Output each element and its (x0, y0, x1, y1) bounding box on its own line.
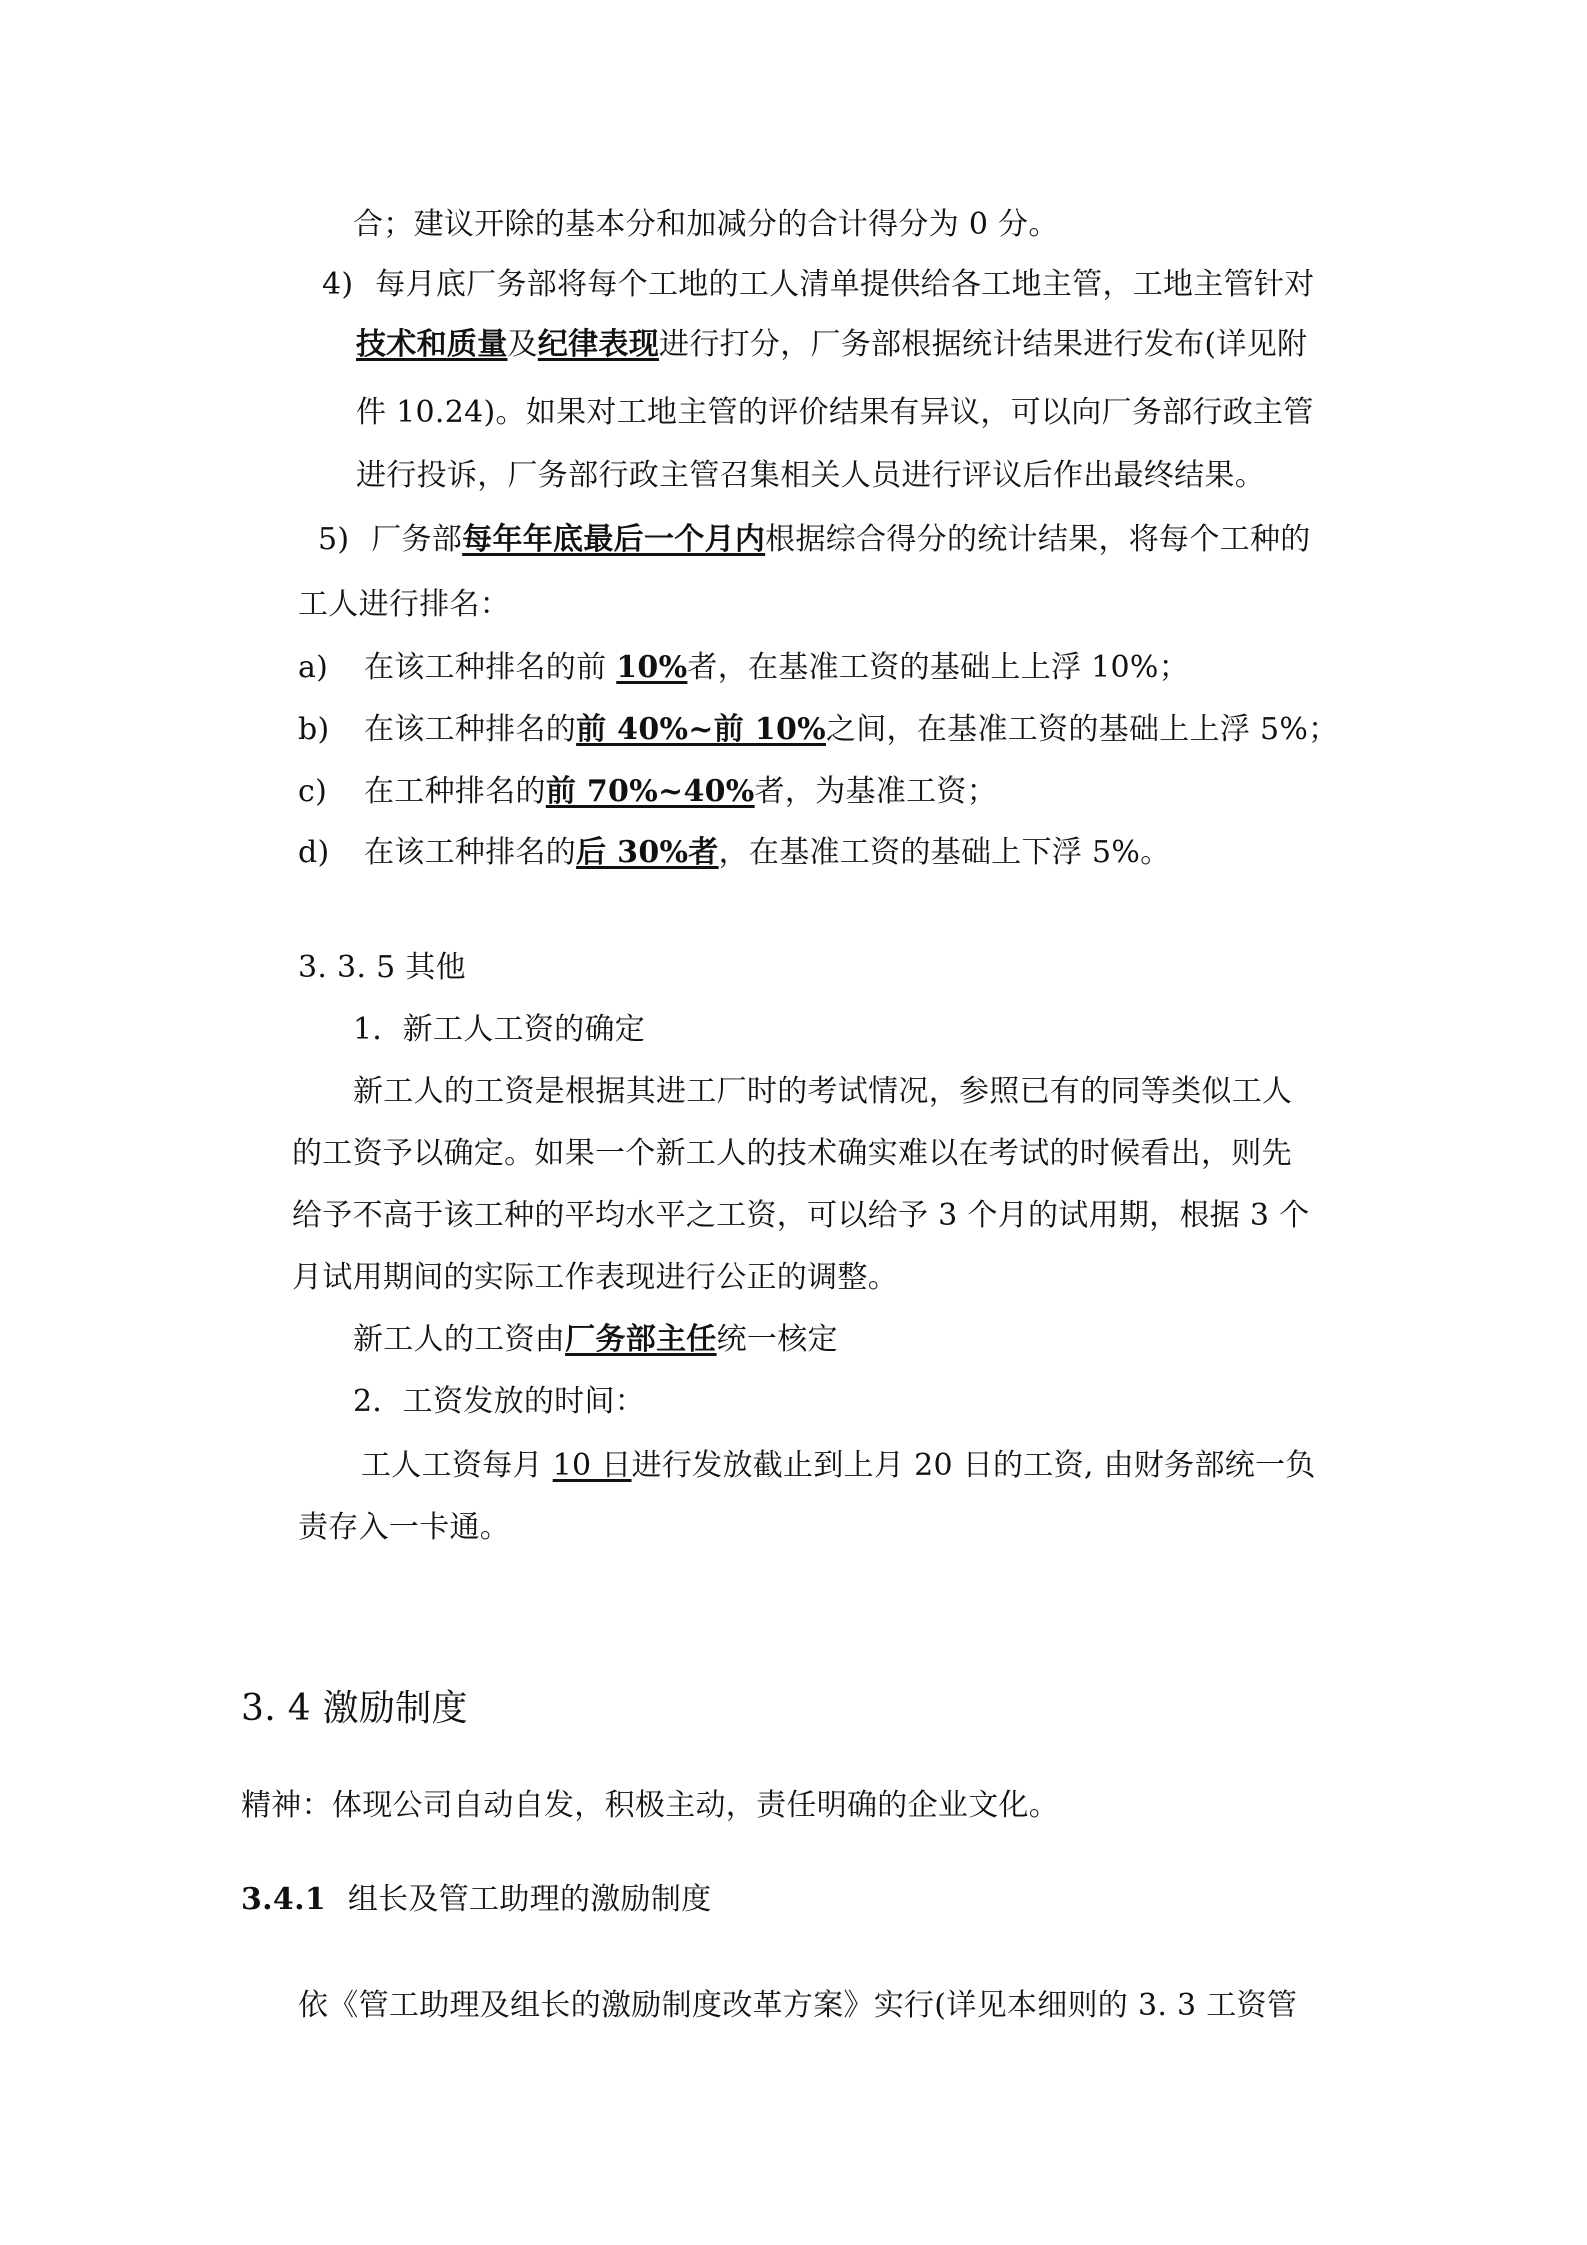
list-item-5 (318, 520, 1311, 560)
paragraph-line: 给予不高于该工种的平均水平之工资，可以给予 3 个月的试用期，根据 3 个 (292, 1198, 1310, 1233)
rank-item (298, 772, 997, 812)
rank-marker: c) (298, 774, 328, 809)
list-item-text: 每月底厂务部将每个工地的工人清单提供给各工地主管，工地主管针对 (375, 267, 1315, 302)
highlighted-range: 10% (616, 650, 688, 685)
section-heading (241, 1880, 711, 1920)
highlighted-range: 前 40%~前 10% (576, 712, 826, 747)
text-run: 新工人的工资由 (353, 1322, 566, 1357)
list-item-4-line3: 件 10.24)。如果对工地主管的评价结果有异议，可以向厂务部行政主管 (356, 395, 1314, 430)
text-run: 厂务部 (371, 522, 463, 557)
text-run: 者，在基准工资的基础上上浮 10%； (687, 650, 1190, 685)
underlined-term: 厂务部主任 (565, 1322, 717, 1357)
paragraph-line: 新工人的工资是根据其进工厂时的考试情况，参照已有的同等类似工人 (353, 1074, 1293, 1109)
underlined-term: 10 日 (552, 1448, 632, 1483)
rank-item (298, 833, 1171, 873)
highlighted-range: 前 70%~40% (545, 774, 755, 809)
text-run: 工人工资每月 (361, 1448, 553, 1483)
list-item-4 (322, 265, 1315, 305)
text-run: 之间，在基准工资的基础上上浮 5%； (825, 712, 1339, 747)
list-item-4-line2 (356, 325, 1307, 365)
paragraph-line: 责存入一卡通。 (298, 1510, 511, 1545)
text-run: 在该工种排名的 (364, 712, 577, 747)
rank-marker: d) (298, 835, 330, 870)
paragraph-line (353, 1320, 838, 1360)
paragraph-line: 依《管工助理及组长的激励制度改革方案》实行(详见本细则的 3. 3 工资管 (298, 1988, 1298, 2023)
subsection-heading: 2．工资发放的时间： (353, 1384, 646, 1419)
paragraph-line (361, 1446, 1316, 1486)
underlined-term: 每年年底最后一个月内 (462, 522, 766, 557)
underlined-term: 技术和质量 (356, 327, 508, 362)
text-run: 进行打分，厂务部根据统计结果进行发布(详见附 (659, 327, 1308, 362)
text-run: 者，为基准工资； (754, 774, 998, 809)
section-number: 3.4.1 (241, 1882, 327, 1917)
rank-marker: b) (298, 712, 330, 747)
text-run: 进行发放截止到上月 20 日的工资, 由财务部统一负 (631, 1448, 1316, 1483)
highlighted-range: 后 30%者 (576, 835, 719, 870)
underlined-term: 纪律表现 (537, 327, 660, 362)
paragraph-line: 的工资予以确定。如果一个新工人的技术确实难以在考试的时候看出，则先 (292, 1136, 1292, 1171)
rank-item (298, 648, 1189, 688)
text-run: ，在基准工资的基础上下浮 5%。 (718, 835, 1171, 870)
section-heading: 3. 3. 5 其他 (298, 950, 466, 985)
text-run: 在工种排名的 (364, 774, 546, 809)
text-run: 及 (507, 327, 538, 362)
text-run: 统一核定 (716, 1322, 838, 1357)
list-item-4-line4: 进行投诉，厂务部行政主管召集相关人员进行评议后作出最终结果。 (356, 458, 1265, 493)
paragraph-line: 合；建议开除的基本分和加减分的合计得分为 0 分。 (353, 207, 1059, 242)
text-run: 在该工种排名的 (364, 835, 577, 870)
chapter-heading: 3. 4 激励制度 (241, 1688, 468, 1729)
rank-item (298, 710, 1338, 750)
section-title: 组长及管工助理的激励制度 (347, 1882, 712, 1917)
list-item-5-line2: 工人进行排名： (298, 587, 511, 622)
text-run: 根据综合得分的统计结果，将每个工种的 (765, 522, 1311, 557)
list-marker: 5) (318, 522, 350, 557)
rank-marker: a) (298, 650, 329, 685)
paragraph-line: 精神：体现公司自动自发，积极主动，责任明确的企业文化。 (241, 1788, 1060, 1823)
paragraph-line: 月试用期间的实际工作表现进行公正的调整。 (292, 1260, 898, 1295)
subsection-heading: 1．新工人工资的确定 (353, 1012, 646, 1047)
text-run: 在该工种排名的前 (364, 650, 617, 685)
list-marker: 4) (322, 267, 354, 302)
